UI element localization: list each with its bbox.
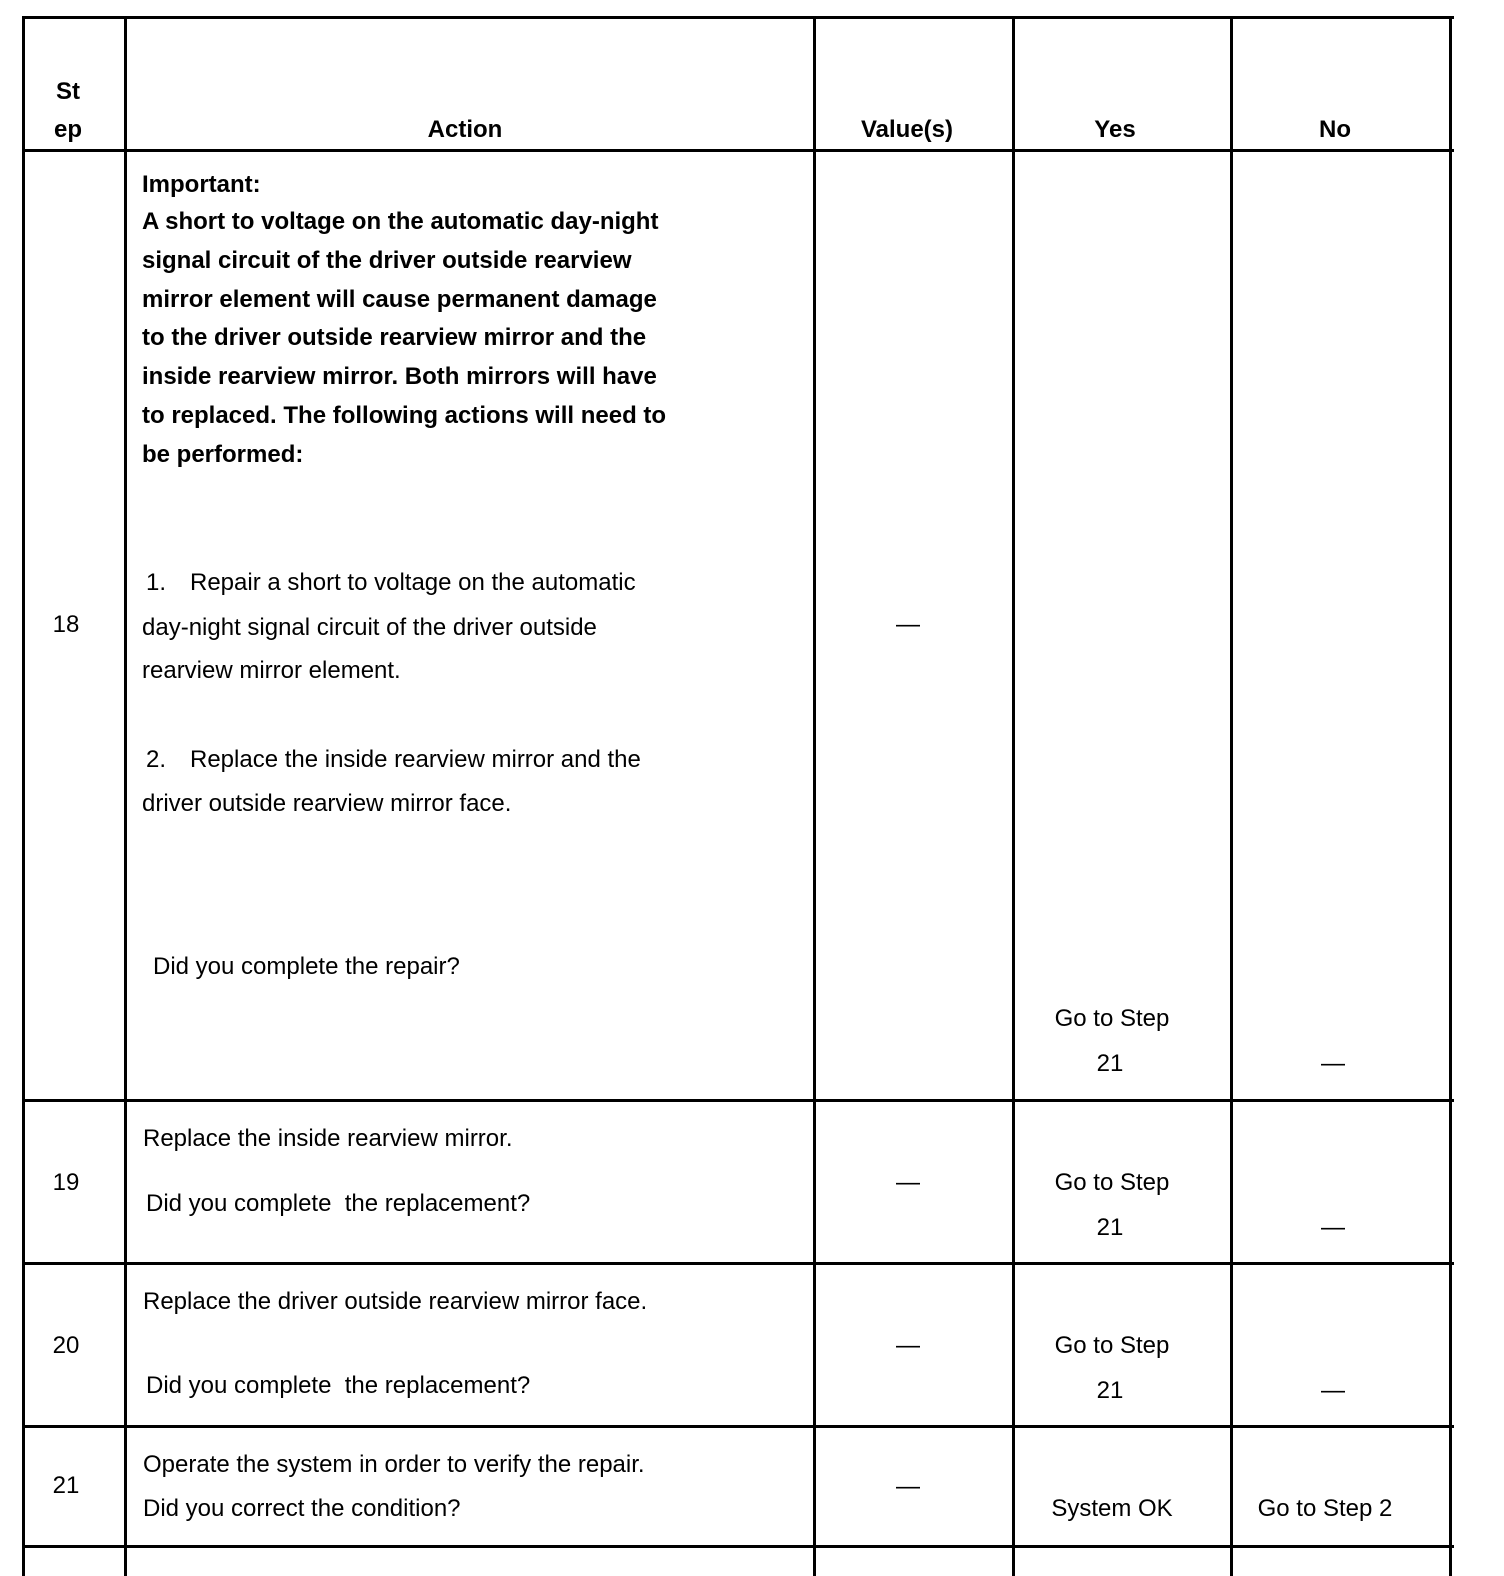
important-text: A short to voltage on the automatic day-night signal circuit of the driver outside rearview mirror element will cause permanent damage to the driver outside rearview mirror and the inside rearview mirror. Both mirrors will have to replaced. The following actions will need to be performed: (142, 208, 667, 468)
table-top-border (22, 16, 1454, 19)
row-21-question: Did you correct the condition? (143, 1495, 461, 1522)
table-left-border (22, 16, 25, 1576)
step-18-item-2-text: Replace the inside rearview mirror and the (190, 746, 641, 773)
step-18-item-1-line1 (142, 571, 636, 595)
row-18-yes-line2: 21 (1096, 1050, 1124, 1077)
header-no: No (1319, 116, 1351, 143)
step-18-item-1-number: 1. (146, 569, 167, 596)
row-20-bottom-border (22, 1425, 1454, 1428)
column-divider-values-yes (1012, 16, 1015, 1576)
row-21-value: — (896, 1473, 920, 1500)
header-step-line1: St (56, 78, 80, 105)
row-18-no: — (1321, 1050, 1345, 1077)
header-step-line2: ep (53, 116, 83, 143)
important-label: Important: (142, 171, 261, 198)
row-18-yes-line1: Go to Step (1054, 1005, 1170, 1032)
row-21-step: 21 (52, 1472, 80, 1499)
row-20-question: Did you complete the replacement? (146, 1372, 531, 1399)
row-20-yes-line2: 21 (1096, 1377, 1124, 1404)
row-18-step: 18 (52, 611, 80, 638)
row-18-bottom-border (22, 1099, 1454, 1102)
header-bottom-border (22, 149, 1454, 152)
table-right-border (1449, 16, 1452, 1576)
row-19-yes-line1: Go to Step (1054, 1169, 1170, 1196)
row-21-action: Operate the system in order to verify the repair. (143, 1451, 645, 1478)
row-21-bottom-border (22, 1545, 1454, 1548)
column-divider-step-action (124, 16, 127, 1576)
row-21-yes: System OK (1051, 1495, 1173, 1522)
row-20-action: Replace the driver outside rearview mirror face. (143, 1288, 648, 1315)
row-20-no: — (1321, 1377, 1345, 1404)
row-21-no: Go to Step 2 (1257, 1495, 1393, 1522)
row-20-yes-line1: Go to Step (1054, 1332, 1170, 1359)
column-divider-yes-no (1230, 16, 1233, 1576)
row-19-yes-line2: 21 (1096, 1214, 1124, 1241)
row-19-value: — (896, 1169, 920, 1196)
row-19-step: 19 (52, 1169, 80, 1196)
row-18-value: — (896, 611, 920, 638)
header-yes: Yes (1094, 116, 1136, 143)
row-19-action: Replace the inside rearview mirror. (143, 1125, 513, 1152)
header-values: Value(s) (860, 116, 954, 143)
step-18-item-1-line3: rearview mirror element. (142, 657, 401, 684)
row-18-question: Did you complete the repair? (153, 953, 460, 980)
row-20-step: 20 (52, 1332, 80, 1359)
step-18-item-2-line1 (142, 748, 641, 772)
row-20-value: — (896, 1332, 920, 1359)
row-19-bottom-border (22, 1262, 1454, 1265)
step-18-item-1-text: Repair a short to voltage on the automatic (190, 569, 636, 596)
row-19-question: Did you complete the replacement? (146, 1190, 531, 1217)
step-18-item-2-number: 2. (146, 746, 167, 773)
column-divider-action-values (813, 16, 816, 1576)
row-19-no: — (1321, 1214, 1345, 1241)
step-18-item-1-line2: day-night signal circuit of the driver outside (142, 614, 597, 641)
step-18-item-2-line2: driver outside rearview mirror face. (142, 790, 512, 817)
header-action: Action (427, 116, 503, 143)
